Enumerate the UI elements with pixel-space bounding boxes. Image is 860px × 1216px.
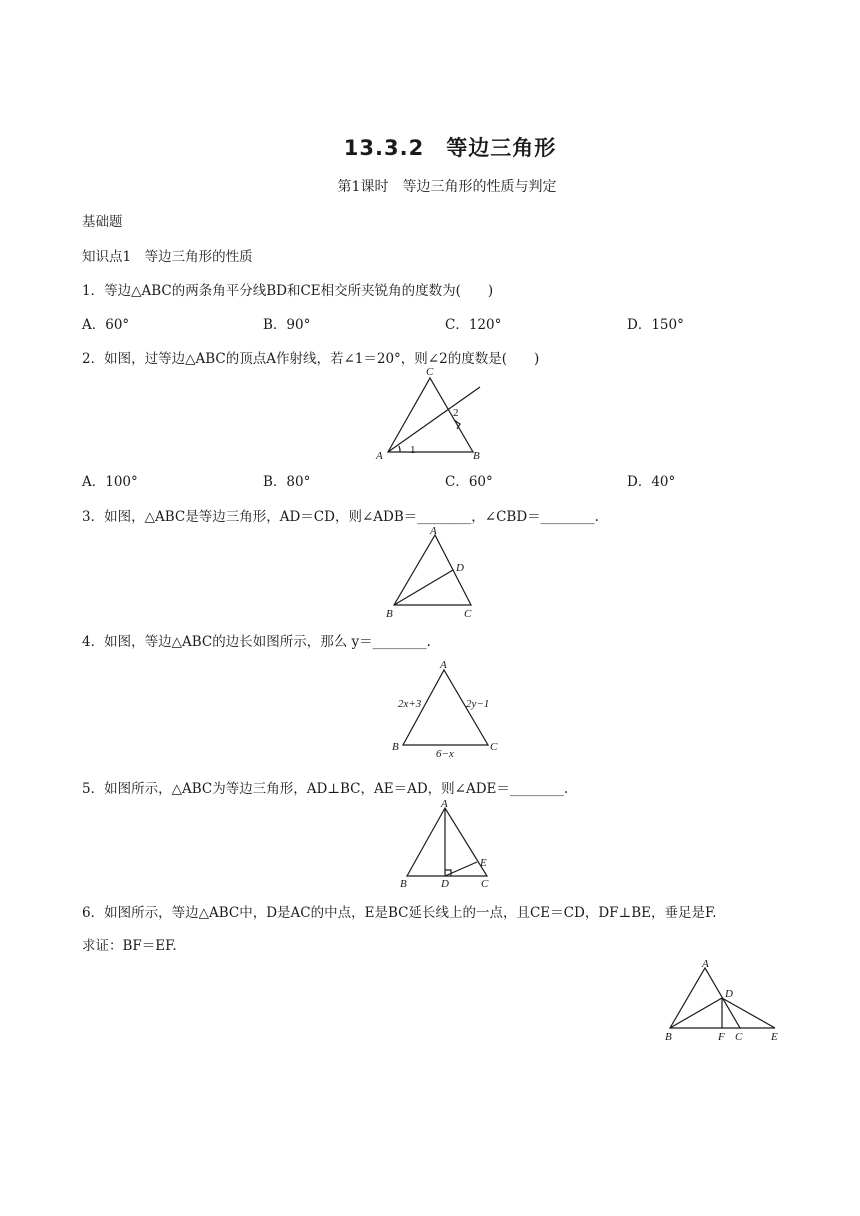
q5-label-d: D	[441, 878, 449, 890]
q1-option-a: A．60°	[82, 317, 130, 333]
q1-option-d: D．150°	[627, 317, 684, 333]
q5-triangle-figure	[395, 796, 505, 896]
section-heading: 基础题	[82, 214, 123, 230]
q2-label-c: C	[426, 366, 434, 378]
q4-side-bottom: 6−x	[436, 748, 454, 760]
q3-triangle-figure	[380, 525, 490, 625]
q4-triangle-figure	[388, 655, 508, 765]
question-6-stem: 6．如图所示，等边△ABC中，D是AC的中点，E是BC延长线上的一点，且CE＝CD，DF⊥BE，垂足是F.	[82, 905, 717, 921]
q5-label-b: B	[400, 878, 407, 890]
q6-triangle-figure	[660, 958, 790, 1048]
q6-label-f: F	[718, 1031, 725, 1043]
q4-side-right: 2y−1	[466, 698, 490, 710]
q4-side-left: 2x+3	[398, 698, 422, 710]
q2-option-c: C．60°	[445, 474, 493, 490]
question-4-stem: 4．如图，等边△ABC的边长如图所示，那么 y＝________.	[82, 634, 431, 650]
q6-label-a: A	[702, 958, 709, 970]
q4-label-a: A	[440, 659, 447, 671]
q2-option-a: A．100°	[82, 474, 138, 490]
q6-label-d: D	[725, 988, 733, 1000]
question-1-stem: 1．等边△ABC的两条角平分线BD和CE相交所夹锐角的度数为( )	[82, 283, 494, 299]
q3-label-a: A	[430, 525, 437, 537]
q4-label-b: B	[392, 741, 399, 753]
q5-label-e: E	[480, 857, 487, 869]
q2-option-d: D．40°	[627, 474, 676, 490]
q1-option-c: C．120°	[445, 317, 502, 333]
q3-label-d: D	[456, 562, 464, 574]
q2-label-b: B	[473, 450, 480, 462]
q6-label-e: E	[771, 1031, 778, 1043]
lesson-subtitle: 第1课时 等边三角形的性质与判定	[337, 179, 557, 195]
q2-label-a: A	[376, 450, 383, 462]
knowledge-point-heading: 知识点1 等边三角形的性质	[82, 249, 253, 265]
q4-label-c: C	[490, 741, 498, 753]
q2-angle-2-label: 2	[453, 407, 459, 419]
q2-triangle-figure	[370, 365, 500, 465]
q2-option-b: B．80°	[263, 474, 311, 490]
question-3-stem: 3．如图，△ABC是等边三角形，AD＝CD，则∠ADB＝________，∠CBD＝________.	[82, 509, 599, 525]
q5-label-c: C	[481, 878, 489, 890]
q3-label-c: C	[464, 608, 472, 620]
question-6-proof: 求证：BF＝EF.	[82, 938, 177, 954]
page-title: 13.3.2 等边三角形	[343, 136, 557, 160]
question-5-stem: 5．如图所示，△ABC为等边三角形，AD⊥BC，AE＝AD，则∠ADE＝________.	[82, 781, 569, 797]
q3-label-b: B	[386, 608, 393, 620]
q5-label-a: A	[441, 798, 448, 810]
q6-label-c: C	[735, 1031, 743, 1043]
q6-label-b: B	[665, 1031, 672, 1043]
q1-option-b: B．90°	[263, 317, 311, 333]
q2-angle-1-label: 1	[410, 444, 416, 456]
question-2-stem: 2．如图，过等边△ABC的顶点A作射线，若∠1＝20°，则∠2的度数是( )	[82, 351, 540, 367]
